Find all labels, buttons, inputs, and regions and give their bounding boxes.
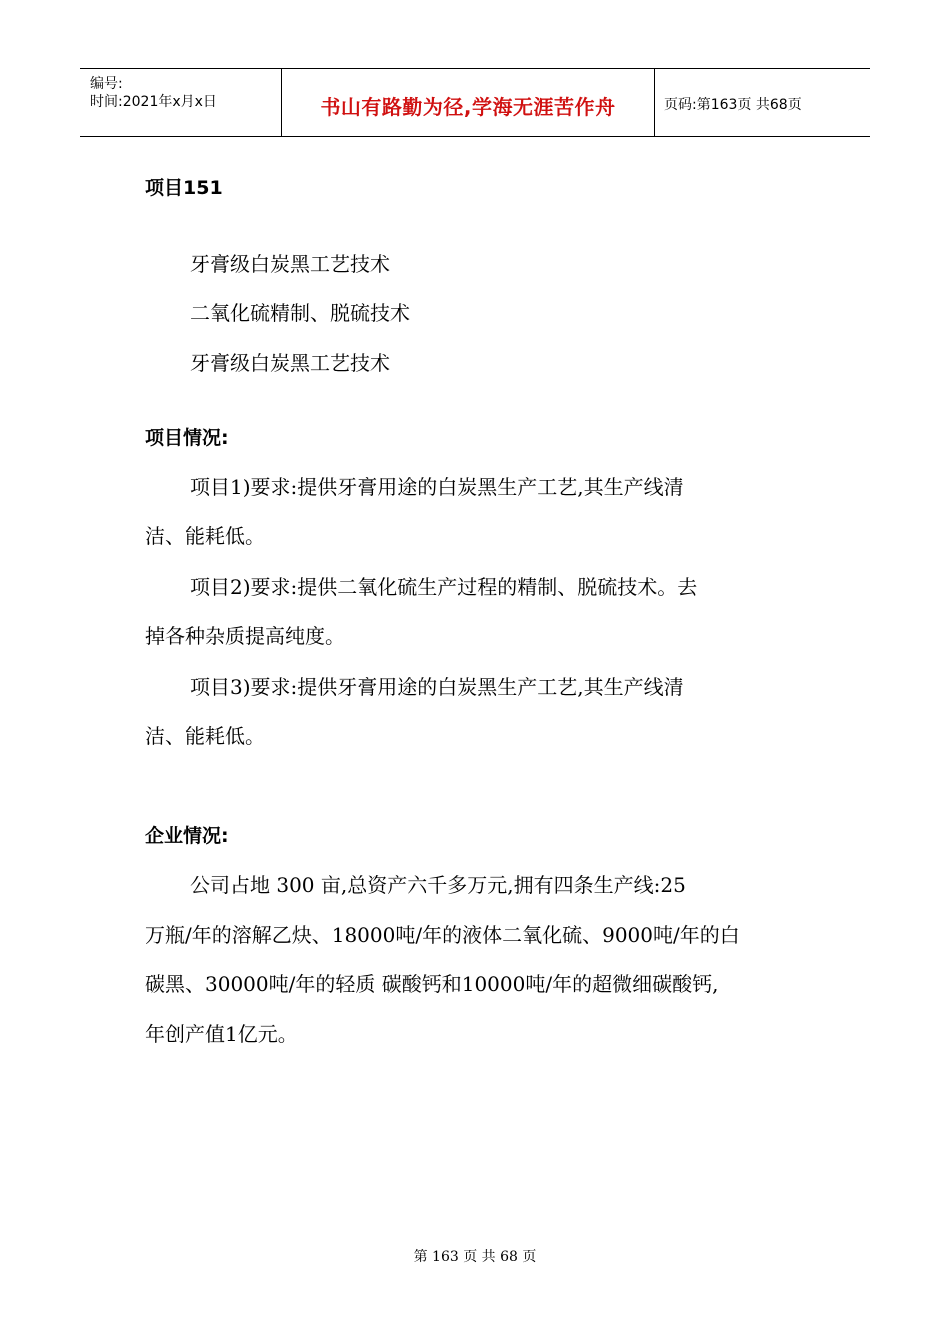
paragraph-line: 万瓶/年的溶解乙炔、18000吨/年的液体二氧化硫、9000吨/年的白 [145, 923, 740, 947]
project-title: 项目151 [145, 177, 223, 199]
paragraph-line: 项目3)要求:提供牙膏用途的白炭黑生产工艺,其生产线清 [190, 675, 684, 699]
paragraph-line: 项目2)要求:提供二氧化硫生产过程的精制、脱硫技术。去 [190, 575, 698, 599]
paragraph-line: 公司占地 300 亩,总资产六千多万元,拥有四条生产线:25 [190, 873, 686, 897]
header-motto: 书山有路勤为径,学海无涯苦作舟 [320, 95, 616, 119]
project-item: 二氧化硫精制、脱硫技术 [190, 301, 410, 325]
document-number-label: 编号: [90, 76, 123, 92]
header-motto-cell [281, 69, 655, 136]
project-item: 牙膏级白炭黑工艺技术 [190, 252, 390, 276]
paragraph-line: 掉各种杂质提高纯度。 [145, 624, 345, 648]
paragraph-line: 项目1)要求:提供牙膏用途的白炭黑生产工艺,其生产线清 [190, 475, 684, 499]
paragraph-line: 年创产值1亿元。 [145, 1022, 298, 1046]
project-item: 牙膏级白炭黑工艺技术 [190, 351, 390, 375]
document-time-label: 时间:2021年x月x日 [90, 94, 217, 110]
page-header [80, 68, 870, 137]
header-page-cell [654, 69, 870, 136]
page-footer: 第 163 页 共 68 页 [413, 1249, 537, 1265]
project-situation-heading: 项目情况: [145, 427, 229, 449]
paragraph-line: 洁、能耗低。 [145, 524, 265, 548]
company-situation-heading: 企业情况: [145, 825, 229, 847]
paragraph-line: 碳黑、30000吨/年的轻质 碳酸钙和10000吨/年的超微细碳酸钙, [145, 972, 719, 996]
header-meta-cell [80, 69, 281, 136]
paragraph-line: 洁、能耗低。 [145, 724, 265, 748]
header-page-info: 页码:第163页 共68页 [664, 97, 802, 113]
